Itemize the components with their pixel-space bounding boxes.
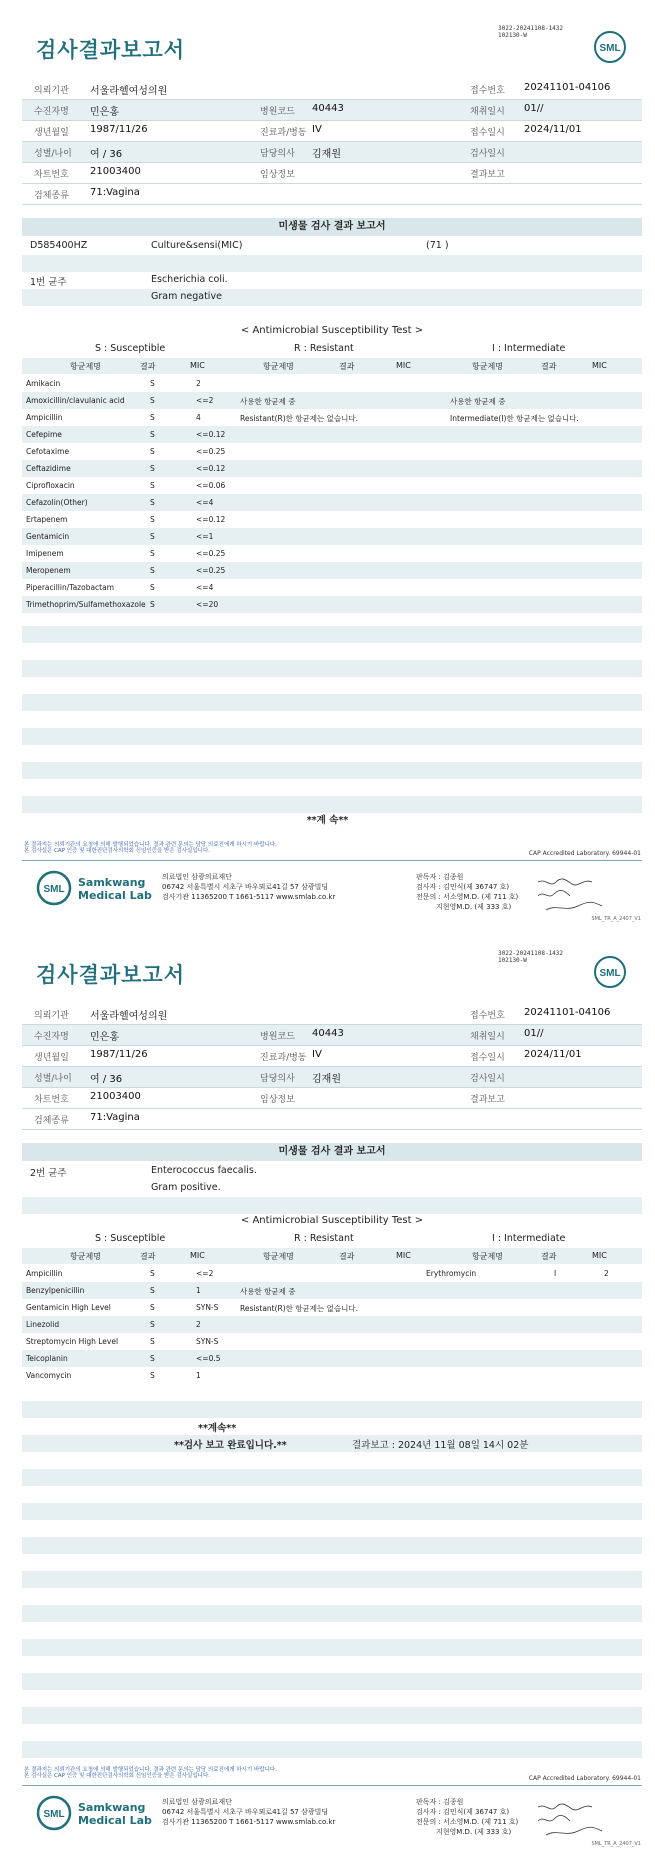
antibiotic-mic: <=0.25: [196, 549, 226, 558]
svg-text:SML: SML: [43, 884, 65, 895]
antibiotic-name: Teicoplanin: [26, 1354, 68, 1363]
section-title: 미생물 검사 결과 보고서: [22, 218, 642, 236]
lab-name: Samkwang Medical Lab: [78, 876, 152, 902]
antibiotic-res: S: [150, 498, 155, 507]
stripe-row: [22, 1673, 642, 1690]
antibiotic-name: Gentamicin High Level: [26, 1303, 111, 1312]
antibiotic-row: [22, 375, 642, 392]
antibiotic-mic: 2: [196, 379, 201, 388]
antibiotic-row: [22, 409, 642, 426]
antibiotic-row: [22, 1333, 642, 1350]
antibiotic-name: Imipenem: [26, 549, 64, 558]
result-note: Erythromycin: [426, 1269, 477, 1278]
antibiotic-row: [22, 392, 642, 409]
antibiotic-res: S: [150, 1320, 155, 1329]
footer-divider: [22, 860, 642, 861]
antibiotic-mic: <=0.25: [196, 566, 226, 575]
document-number: 3022-20241108-1432 102130-W: [498, 25, 564, 39]
stripe-row: [22, 660, 642, 677]
continued-mark: **계 속**: [306, 815, 349, 826]
cap-accreditation: CAP Accredited Laboratory. 69944-01: [528, 850, 641, 857]
lab-name: Samkwang Medical Lab: [78, 1801, 152, 1827]
antibiotic-mic: 1: [196, 1286, 201, 1295]
sml-logo-icon: [593, 955, 627, 989]
antibiotic-row: [22, 596, 642, 613]
antibiotic-res: S: [150, 1337, 155, 1346]
antibiotic-res: S: [150, 430, 155, 439]
stripe-row: [22, 1707, 642, 1724]
samkwang-logo-icon: [36, 870, 72, 906]
antibiotic-name: Cefotaxime: [26, 447, 70, 456]
stripe-row: [22, 728, 642, 745]
stripe-row: [22, 1469, 642, 1486]
antibiotic-row: [22, 545, 642, 562]
antibiotic-mic: 1: [196, 1371, 201, 1380]
organism-row: 1번 균주 Escherichia coli.: [30, 274, 228, 288]
stripe-row: [22, 1571, 642, 1588]
completion-row: **검사 보고 완료입니다.** 결과보고 : 2024년 11월 08일 14시 02분: [22, 1435, 642, 1452]
header-row: 검체종류 71:Vagina: [22, 184, 642, 205]
antibiotic-row: [22, 562, 642, 579]
antibiotic-row: [22, 528, 642, 545]
antibiotic-res: S: [150, 379, 155, 388]
antibiotic-mic: <=0.5: [196, 1354, 221, 1363]
header-row: 의뢰기관 서울라헬여성의원 접수번호 20241101-04106: [22, 1004, 642, 1025]
antibiotic-mic: SYN-S: [196, 1337, 219, 1346]
ast-title: < Antimicrobial Susceptibility Test >: [240, 325, 424, 336]
antibiotic-res: S: [150, 549, 155, 558]
antibiotic-res: S: [150, 1269, 155, 1278]
signature-icon: [536, 876, 606, 916]
report-page-2: [0, 925, 655, 1850]
result-note: 사용한 항균제 중: [240, 397, 296, 406]
header-row: 생년월일 1987/11/26 진료과/병동 IV 접수일시 2024/11/01: [22, 121, 642, 142]
antibiotic-mic: <=0.06: [196, 481, 226, 490]
svg-text:SML: SML: [43, 1809, 65, 1820]
document-number: 3022-20241108-1432 102130-W: [498, 950, 564, 964]
antibiotic-res: S: [150, 447, 155, 456]
antibiotic-mic: <=0.12: [196, 464, 226, 473]
antibiotic-row: [22, 1350, 642, 1367]
ast-legend: S : Susceptible R : Resistant I : Intermediate: [95, 1233, 566, 1244]
ast-column-header: 항균제명 결과 MIC 항균제명 결과 MIC 항균제명 결과 MIC: [22, 1248, 642, 1264]
result-note: Resistant(R)한 항균제는 없습니다.: [240, 414, 359, 423]
patient-info-header: [22, 1004, 642, 1130]
stripe-row: [22, 796, 642, 813]
samkwang-logo-icon: [36, 1795, 72, 1831]
stripe-row: [22, 1605, 642, 1622]
antibiotic-res: S: [150, 413, 155, 422]
antibiotic-res: S: [150, 1354, 155, 1363]
antibiotic-res: S: [150, 1371, 155, 1380]
footer-note: 본 결과지는 의뢰기관의 요청에 의해 발행되었습니다. 결과 관련 문의는 담당 의료진에게 하시기 바랍니다. 본 검사실은 CAP 인증 및 대한진단검사의학회 신임인증을 받은 검사실입니다.: [24, 842, 277, 854]
antibiotic-name: Ceftazidime: [26, 464, 71, 473]
antibiotic-row: [22, 443, 642, 460]
antibiotic-name: Benzylpenicillin: [26, 1286, 85, 1295]
result-note: Intermediate(I)한 항균제는 없습니다.: [450, 414, 579, 423]
result-note: 2: [604, 1269, 609, 1278]
form-version: SML_TR_A_2407_V1: [591, 916, 641, 922]
antibiotic-row: [22, 477, 642, 494]
stripe-row: [22, 762, 642, 779]
header-row: 차트번호 21003400 임상정보 결과보고: [22, 1088, 642, 1109]
signatories: 판독자 : 김종원 검사자 : 김민식(제 36747 호) 전문의 : 서소영M.D. (제 711 호) 지현영M.D. (제 333 호): [416, 1798, 519, 1836]
antibiotic-mic: <=1: [196, 532, 214, 541]
antibiotic-res: S: [150, 532, 155, 541]
gram-row: Gram positive.: [151, 1182, 221, 1193]
stripe-row: [22, 255, 642, 272]
antibiotic-name: Vancomycin: [26, 1371, 72, 1380]
page-title: 검사결과보고서: [36, 38, 186, 62]
antibiotic-row: [22, 1265, 642, 1282]
footer-note: 본 결과지는 의뢰기관의 요청에 의해 발행되었습니다. 결과 관련 문의는 담당 의료진에게 하시기 바랍니다. 본 검사실은 CAP 인증 및 대한진단검사의학회 신임인증을 받은 검사실입니다.: [24, 1767, 277, 1779]
antibiotic-name: Ampicillin: [26, 1269, 63, 1278]
antibiotic-mic: 4: [196, 413, 201, 422]
ast-legend: S : Susceptible R : Resistant I : Intermediate: [95, 343, 566, 354]
antibiotic-mic: SYN-S: [196, 1303, 219, 1312]
stripe-row: [22, 1741, 642, 1758]
antibiotic-res: S: [150, 481, 155, 490]
stripe-row: [22, 626, 642, 643]
antibiotic-name: Cefepime: [26, 430, 62, 439]
antibiotic-mic: 2: [196, 1320, 201, 1329]
antibiotic-name: Piperacillin/Tazobactam: [26, 583, 115, 592]
header-row: 의뢰기관 서울라헬여성의원 접수번호 20241101-04106: [22, 79, 642, 100]
header-row: 수진자명 민은홍 병원코드 40443 채취일시 01//: [22, 1025, 642, 1046]
organism-row: 2번 균주 Enterococcus faecalis.: [30, 1165, 257, 1179]
antibiotic-row: [22, 1299, 642, 1316]
antibiotic-res: S: [150, 396, 155, 405]
signature-icon: [536, 1801, 606, 1841]
antibiotic-res: S: [150, 464, 155, 473]
lab-address: 의료법인 삼광의료재단 06742 서울특별시 서초구 바우뫼로41길 57 삼광빌딩 검사기관 11365200 T 1661-5117 www.smlab.co.kr: [162, 873, 336, 901]
signatories: 판독자 : 김종원 검사자 : 김민식(제 36747 호) 전문의 : 서소영M.D. (제 711 호) 지현영M.D. (제 333 호): [416, 873, 519, 911]
header-row: 성별/나이 여 / 36 담당의사 김재원 검사일시: [22, 1067, 642, 1088]
antibiotic-res: S: [150, 600, 155, 609]
result-note: I: [554, 1269, 557, 1278]
antibiotic-row: [22, 1367, 642, 1384]
antibiotic-row: [22, 1282, 642, 1299]
stripe-row: [22, 1401, 642, 1418]
stripe-row: [22, 694, 642, 711]
header-row: 검체종류 71:Vagina: [22, 1109, 642, 1130]
patient-info-header: [22, 79, 642, 205]
antibiotic-mic: <=2: [196, 396, 214, 405]
antibiotic-mic: <=20: [196, 600, 219, 609]
antibiotic-name: Cefazolin(Other): [26, 498, 88, 507]
antibiotic-mic: <=0.12: [196, 515, 226, 524]
svg-text:SML: SML: [599, 43, 621, 54]
antibiotic-row: [22, 426, 642, 443]
stripe-row: [22, 1503, 642, 1520]
result-note: 사용한 항균제 중: [450, 397, 506, 406]
antibiotic-name: Amoxicillin/clavulanic acid: [26, 396, 125, 405]
antibiotic-row: [22, 460, 642, 477]
antibiotic-name: Streptomycin High Level: [26, 1337, 119, 1346]
form-version: SML_TR_A_2407_V1: [591, 1841, 641, 1847]
antibiotic-name: Ampicillin: [26, 413, 63, 422]
stripe-row: [22, 1197, 642, 1214]
antibiotic-row: [22, 494, 642, 511]
antibiotic-row: [22, 1316, 642, 1333]
antibiotic-name: Gentamicin: [26, 532, 70, 541]
antibiotic-mic: <=4: [196, 583, 214, 592]
result-note: Resistant(R)한 항균제는 없습니다.: [240, 1304, 359, 1313]
antibiotic-res: S: [150, 1286, 155, 1295]
antibiotic-res: S: [150, 583, 155, 592]
antibiotic-mic: <=4: [196, 498, 214, 507]
antibiotic-res: S: [150, 566, 155, 575]
header-row: 생년월일 1987/11/26 진료과/병동 IV 접수일시 2024/11/01: [22, 1046, 642, 1067]
cap-accreditation: CAP Accredited Laboratory. 69944-01: [528, 1775, 641, 1782]
stripe-row: [22, 1537, 642, 1554]
antibiotic-name: Linezolid: [26, 1320, 60, 1329]
stripe-row: [22, 1639, 642, 1656]
antibiotic-row: [22, 579, 642, 596]
antibiotic-name: Meropenem: [26, 566, 71, 575]
antibiotic-name: Ertapenem: [26, 515, 68, 524]
footer-divider: [22, 1785, 642, 1786]
ast-title: < Antimicrobial Susceptibility Test >: [240, 1215, 424, 1226]
ast-column-header: 항균제명 결과 MIC 항균제명 결과 MIC 항균제명 결과 MIC: [22, 358, 642, 374]
antibiotic-mic: <=0.12: [196, 430, 226, 439]
header-row: 수진자명 민은홍 병원코드 40443 채취일시 01//: [22, 100, 642, 121]
continued-row: **계속**: [198, 1423, 237, 1434]
antibiotic-row: [22, 511, 642, 528]
section-title: 미생물 검사 결과 보고서: [22, 1143, 642, 1161]
svg-text:SML: SML: [599, 968, 621, 979]
gram-row: Gram negative: [22, 289, 642, 306]
header-row: 성별/나이 여 / 36 담당의사 김재원 검사일시: [22, 142, 642, 163]
header-row: 차트번호 21003400 임상정보 결과보고: [22, 163, 642, 184]
result-note: 사용한 항균제 중: [240, 1287, 296, 1296]
antibiotic-res: S: [150, 515, 155, 524]
antibiotic-mic: <=2: [196, 1269, 214, 1278]
antibiotic-res: S: [150, 1303, 155, 1312]
test-row: D585400HZ Culture&sensi(MIC) (71 ): [30, 240, 449, 251]
antibiotic-mic: <=0.25: [196, 447, 226, 456]
antibiotic-name: Ciprofloxacin: [26, 481, 75, 490]
sml-logo-icon: [593, 30, 627, 64]
page-title: 검사결과보고서: [36, 963, 186, 987]
lab-address: 의료법인 삼광의료재단 06742 서울특별시 서초구 바우뫼로41길 57 삼광빌딩 검사기관 11365200 T 1661-5117 www.smlab.co.kr: [162, 1798, 336, 1826]
antibiotic-name: Amikacin: [26, 379, 61, 388]
antibiotic-name: Trimethoprim/Sulfamethoxazole: [26, 600, 146, 609]
